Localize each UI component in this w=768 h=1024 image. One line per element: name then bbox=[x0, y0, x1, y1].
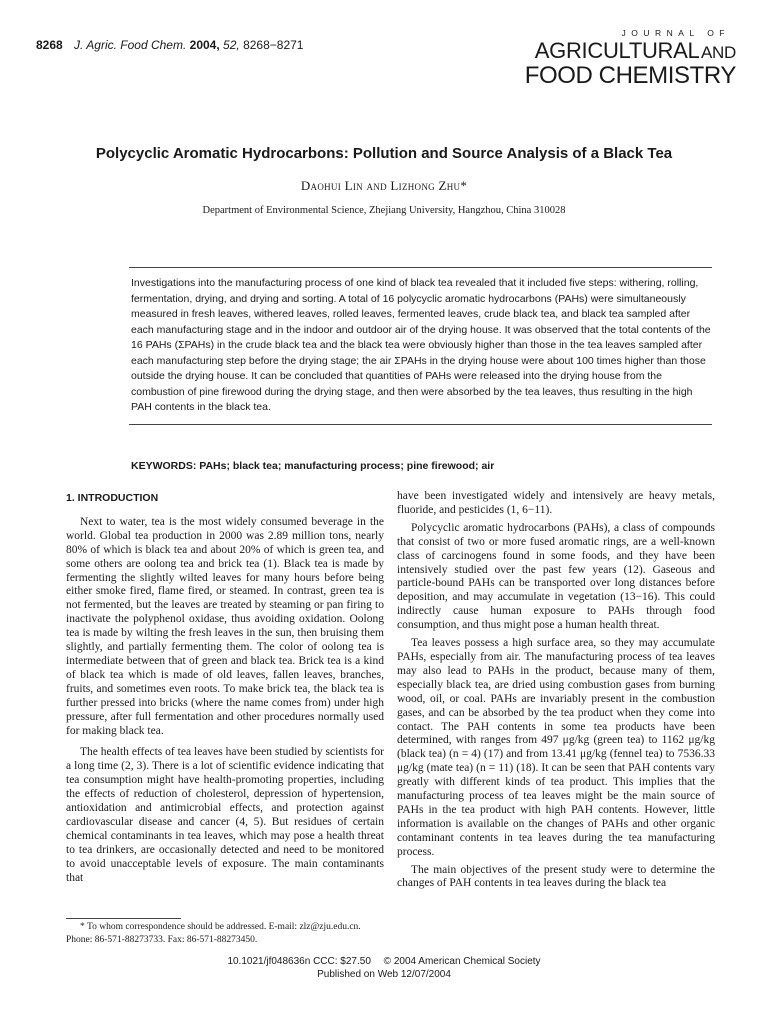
page-number: 8268 bbox=[36, 38, 63, 52]
page-header bbox=[36, 28, 736, 108]
journal-abbrev: J. Agric. Food Chem. bbox=[74, 38, 187, 52]
body-column-left bbox=[66, 490, 384, 885]
journal-citation bbox=[36, 38, 303, 52]
doi: 10.1021/jf048636n CCC: $27.50 bbox=[227, 956, 371, 967]
footnote-text: * To whom correspondence should be addressed. E-mail: zlz@zju.edu.cn. Phone: 86-571-88273733. Fax: 86-571-88273450. bbox=[66, 922, 361, 945]
section-heading: 1. INTRODUCTION bbox=[66, 492, 159, 504]
journal-logo bbox=[496, 28, 736, 88]
published-date: Published on Web 12/07/2004 bbox=[317, 968, 451, 980]
authors: Daohui Lin and Lizhong Zhu* bbox=[300, 178, 468, 193]
title-block bbox=[60, 144, 708, 216]
affiliation: Department of Environmental Science, Zhejiang University, Hangzhou, China 310028 bbox=[202, 205, 566, 216]
logo-line1 bbox=[496, 40, 736, 64]
paper-title: Polycyclic Aromatic Hydrocarbons: Pollution and Source Analysis of a Black Tea bbox=[95, 145, 673, 162]
body-column-right bbox=[397, 490, 715, 891]
correspondence-footnote bbox=[66, 921, 376, 946]
logo-agricultural: AGRICULTURAL bbox=[534, 38, 700, 63]
body-paragraph: Tea leaves possess a high surface area, so they may accumulate PAHs, especially from air. The manufacturing process of tea leaves may also lead to PAHs in the product, because many of them, especially black tea, are dried using combustion gases from burning wood, oil, or coal. PAHs are invariably present in the combustion gases, and can be absorbed by the tea product when they come into contact. The PAH contents in some tea products have been determined, with ranges from 497 μg/kg (green tea) to 1162 μg/kg (black tea) (n = 4) (17) and from 13.41 μg/kg (fennel tea) to 7536.33 μg/kg (mate tea) (n = 11) (18). It can be seen that PAH contents vary greatly with different kinds of tea product. This implies that the manufacturing process of tea leaves might be the main source of PAHs in the tea product with high PAH contents. However, little information is available on the changes of PAHs and other organic contaminant contents in tea leaves during the tea manufacturing process. bbox=[397, 637, 715, 858]
body-paragraph: have been investigated widely and intensively are heavy metals, fluoride, and pesticides (1, 6−11). bbox=[397, 490, 715, 516]
doi-line bbox=[0, 956, 768, 969]
footnote-rule bbox=[66, 918, 181, 919]
body-paragraph: Polycyclic aromatic hydrocarbons (PAHs), a class of compounds that consist of two or more fused aromatic rings, are a well-known class of carcinogens found in some foods, and they have been intensively studied over the past few years (12). Gaseous and particle-bound PAHs can be transported over long distances before deposition, and may accumulate in vegetation (13−16). This could indirectly cause human exposure to PAHs through food consumption, and thus might pose a human health threat. bbox=[397, 521, 715, 632]
citation-year: 2004, bbox=[189, 38, 220, 52]
abstract-box bbox=[129, 267, 712, 425]
abstract-text: Investigations into the manufacturing process of one kind of black tea revealed that it included five steps: withering, rolling, fermentation, drying, and drying and sorting. A total of 16 polycyclic aromatic hydrocarbons (PAHs) were simultaneously measured in fresh leaves, withered leaves, rolled leaves, fermented leaves, crude black tea, and black tea sampled after each manufacturing stage and in the indoor and outdoor air of the drying house. It was observed that the total contents of the 16 PAHs (ΣPAHs) in the crude black tea and the black tea were obviously higher than those in the tea leaves sampled after each manufacturing step before the drying stage; the air ΣPAHs in the drying house were about 100 times higher than those outside the drying house. It can be concluded that quantities of PAHs were released into the drying house from the combustion of pine firewood during the drying stage, and then were absorbed by the tea leaves, thus resulting in the high PAH contents in the black tea. bbox=[131, 277, 711, 413]
page-footer bbox=[0, 956, 768, 981]
logo-and: AND bbox=[701, 43, 736, 62]
citation-pages: 8268−8271 bbox=[243, 38, 304, 52]
body-paragraph: Next to water, tea is the most widely consumed beverage in the world. Global tea production in 2000 was 2.89 million tons, nearly 80% of which is black tea and about 20% of which is green tea, and some others are oolong tea and brick tea (1). Black tea is made by fermenting the slightly wilted leaves for many hours before being either smoke fired, flame fired, or steamed. In contrast, green tea is not fermented, but the leaves are treated by steaming or pan firing to inactivate the polyphenol oxidase, thus avoiding oxidation. Oolong tea is made by wilting the fresh leaves in the sun, then bruising them slightly, and partially fermenting them. The color of oolong tea is intermediate between that of green and black tea. Brick tea is a kind of black tea which is made of old leaves, fallen leaves, branches, fruits, and sometimes even roots. To make brick tea, the black tea is further pressed into bricks (where the name comes from) under high pressure, after full fermentation and other procedures normally used for making black tea. bbox=[66, 515, 384, 737]
keywords: KEYWORDS: PAHs; black tea; manufacturing process; pine firewood; air bbox=[131, 460, 495, 472]
body-paragraph: The main objectives of the present study were to determine the changes of PAH contents in tea leaves during the black tea bbox=[397, 863, 715, 890]
copyright: © 2004 American Chemical Society bbox=[383, 956, 541, 967]
citation-volume: 52, bbox=[223, 38, 240, 52]
logo-journal-of: JOURNAL OF bbox=[621, 28, 730, 38]
logo-food-chemistry: FOOD CHEMISTRY bbox=[524, 62, 736, 89]
body-paragraph: The health effects of tea leaves have been studied by scientists for a long time (2, 3). There is a lot of scientific evidence indicating that tea consumption might have health-promoting properties, including the effects of reduction of cholesterol, depression of hypertension, antioxidation and antimicrobial effects, and protection against cardiovascular disease and cancer (4, 5). But residues of certain chemical contaminants in tea leaves, which may pose a health threat to tea drinkers, are occasionally detected and need to be monitored to avoid unacceptable levels of exposure. The main contaminants that bbox=[66, 746, 384, 884]
